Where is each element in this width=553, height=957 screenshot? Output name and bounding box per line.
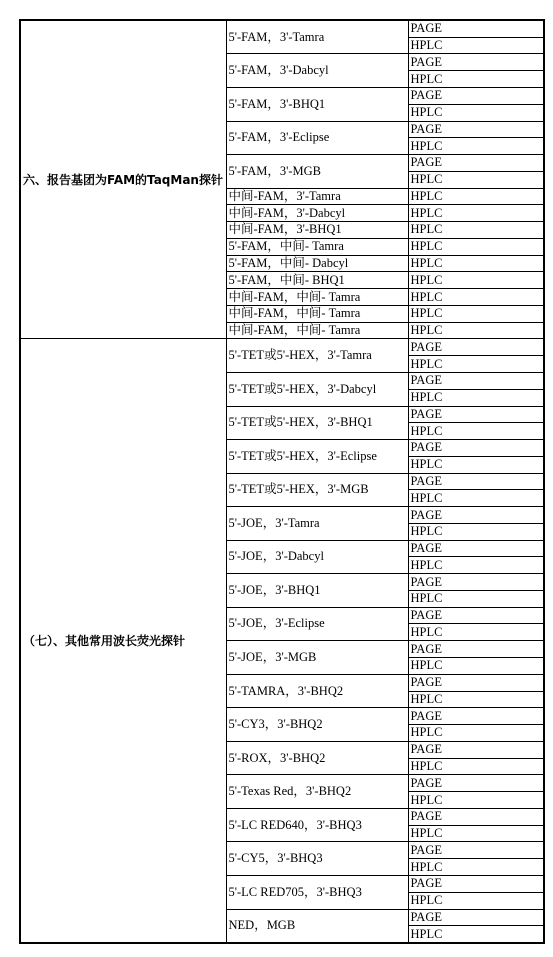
probe-name-cell: 5'-FAM，3'-Tamra [226,20,408,54]
probe-name-cell: 5'-FAM，中间- Dabcyl [226,255,408,272]
purification-method-cell: HPLC [408,322,544,339]
probe-name-cell: 5'-FAM，中间- Tamra [226,238,408,255]
purification-method-cell: HPLC [408,490,544,507]
purification-method-cell: PAGE [408,708,544,725]
probe-name-cell: 5'-JOE，3'-BHQ1 [226,574,408,608]
probe-name-cell: 5'-TET或5'-HEX，3'-Dabcyl [226,373,408,407]
purification-method-cell: HPLC [408,104,544,121]
purification-method-cell: HPLC [408,255,544,272]
purification-method-cell: PAGE [408,473,544,490]
probe-name-cell: 5'-CY3，3'-BHQ2 [226,708,408,742]
purification-method-cell: HPLC [408,590,544,607]
purification-method-cell: HPLC [408,37,544,54]
purification-method-cell: HPLC [408,423,544,440]
probe-name-cell: 5'-TET或5'-HEX，3'-Eclipse [226,440,408,474]
probe-name-cell: 5'-JOE，3'-Tamra [226,507,408,541]
purification-method-cell: HPLC [408,188,544,205]
probe-name-cell: 5'-ROX，3'-BHQ2 [226,741,408,775]
purification-method-cell: HPLC [408,272,544,289]
probe-name-cell: 5'-JOE，3'-MGB [226,641,408,675]
purification-method-cell: HPLC [408,725,544,742]
purification-method-cell: HPLC [408,205,544,222]
category-cell: 六、报告基团为FAM的TaqMan探针 [20,20,226,339]
purification-method-cell: PAGE [408,909,544,926]
probe-name-cell: 5'-FAM，3'-Eclipse [226,121,408,155]
purification-method-cell: HPLC [408,456,544,473]
probe-name-cell: 中间-FAM，中间- Tamra [226,322,408,339]
purification-method-cell: PAGE [408,339,544,356]
probe-name-cell: 5'-LC RED640，3'-BHQ3 [226,808,408,842]
purification-method-cell: PAGE [408,540,544,557]
purification-method-cell: HPLC [408,222,544,239]
table-row [20,339,544,356]
purification-method-cell: HPLC [408,557,544,574]
purification-method-cell: HPLC [408,825,544,842]
probe-name-cell: 5'-FAM，3'-MGB [226,155,408,189]
purification-method-cell: HPLC [408,71,544,88]
purification-method-cell: PAGE [408,155,544,172]
purification-method-cell: HPLC [408,289,544,306]
purification-method-cell: HPLC [408,691,544,708]
purification-method-cell: PAGE [408,440,544,457]
probe-name-cell: 5'-TAMRA，3'-BHQ2 [226,674,408,708]
category-cell: （七）、其他常用波长荧光探针 [20,339,226,943]
probe-name-cell: 中间-FAM，中间- Tamra [226,305,408,322]
purification-method-cell: PAGE [408,574,544,591]
purification-method-cell: PAGE [408,121,544,138]
probe-name-cell: 5'-TET或5'-HEX，3'-BHQ1 [226,406,408,440]
probe-name-cell: 5'-JOE，3'-Eclipse [226,607,408,641]
probe-name-cell: 5'-LC RED705，3'-BHQ3 [226,875,408,909]
purification-method-cell: HPLC [408,389,544,406]
purification-method-cell: HPLC [408,658,544,675]
probe-name-cell: 5'-FAM，3'-Dabcyl [226,54,408,88]
document-page [19,19,543,944]
purification-method-cell: HPLC [408,624,544,641]
probe-table-body [20,20,544,943]
purification-method-cell: PAGE [408,641,544,658]
purification-method-cell: PAGE [408,741,544,758]
purification-method-cell: PAGE [408,87,544,104]
purification-method-cell: HPLC [408,792,544,809]
probe-name-cell: 5'-Texas Red，3'-BHQ2 [226,775,408,809]
table-row [20,20,544,37]
probe-name-cell: NED，MGB [226,909,408,943]
probe-name-cell: 中间-FAM，3'-Dabcyl [226,205,408,222]
purification-method-cell: PAGE [408,507,544,524]
purification-method-cell: PAGE [408,20,544,37]
probe-name-cell: 中间-FAM，3'-Tamra [226,188,408,205]
purification-method-cell: PAGE [408,373,544,390]
probe-name-cell: 5'-TET或5'-HEX，3'-MGB [226,473,408,507]
purification-method-cell: PAGE [408,674,544,691]
purification-method-cell: PAGE [408,406,544,423]
probe-name-cell: 5'-FAM，3'-BHQ1 [226,87,408,121]
purification-method-cell: PAGE [408,842,544,859]
probe-name-cell: 5'-JOE，3'-Dabcyl [226,540,408,574]
probe-name-cell: 5'-TET或5'-HEX，3'-Tamra [226,339,408,373]
purification-method-cell: HPLC [408,238,544,255]
purification-method-cell: HPLC [408,356,544,373]
probe-name-cell: 中间-FAM，3'-BHQ1 [226,222,408,239]
purification-method-cell: HPLC [408,138,544,155]
probe-name-cell: 中间-FAM，中间- Tamra [226,289,408,306]
purification-method-cell: PAGE [408,808,544,825]
purification-method-cell: PAGE [408,607,544,624]
probe-name-cell: 5'-CY5，3'-BHQ3 [226,842,408,876]
probe-name-cell: 5'-FAM，中间- BHQ1 [226,272,408,289]
purification-method-cell: HPLC [408,305,544,322]
purification-method-cell: PAGE [408,875,544,892]
purification-method-cell: HPLC [408,892,544,909]
purification-method-cell: HPLC [408,859,544,876]
purification-method-cell: HPLC [408,926,544,943]
purification-method-cell: HPLC [408,523,544,540]
purification-method-cell: HPLC [408,758,544,775]
purification-method-cell: PAGE [408,54,544,71]
purification-method-cell: PAGE [408,775,544,792]
probe-table [19,19,545,944]
purification-method-cell: HPLC [408,171,544,188]
